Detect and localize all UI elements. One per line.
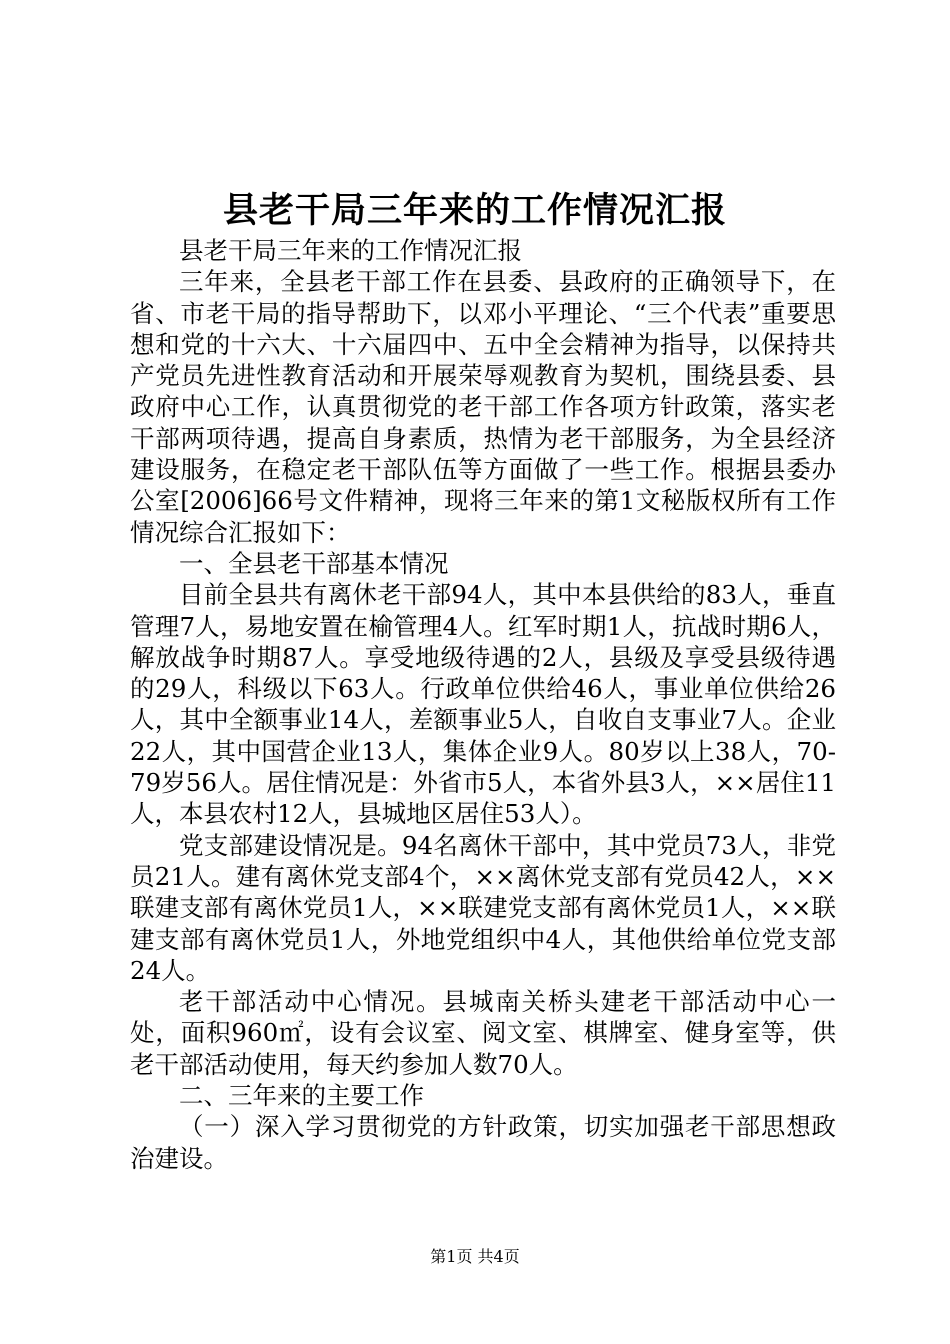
section-heading-2: 二、三年来的主要工作 <box>179 1081 424 1111</box>
section-heading-1: 一、全县老干部基本情况 <box>179 548 449 578</box>
cadre-statistics-paragraph: 目前全县共有离休老干部94人，其中本县供给的83人，垂直管理7人，易地安置在榆管理4人。红军时期1人，抗战时期6人，解放战争时期87人。享受地级待遇的2人，县级及享受县级待遇的29人，科级以下63人。行政单位供给46人，事业单位供给26人，其中全额事业14人，差额事业5人，自收自支事业7人。企业22人，其中国营企业13人，集体企业9人。80岁以上38人，70-79岁56人。居住情况是：外省市5人，本省外县3人，××居住11人，本县农村12人，县城地区居住53人）。 <box>130 580 836 829</box>
document-title: 县老干局三年来的工作情况汇报 <box>222 190 727 231</box>
activity-center-paragraph: 老干部活动中心情况。县城南关桥头建老干部活动中心一处，面积960㎡，设有会议室、阅文室、棋牌室、健身室等，供老干部活动使用，每天约参加人数70人。 <box>130 987 836 1079</box>
intro-paragraph: 三年来，全县老干部工作在县委、县政府的正确领导下，在省、市老干局的指导帮助下，以邓小平理论、“三个代表”重要思想和党的十六大、十六届四中、五中全会精神为指导，以保持共产党员先进性教育活动和开展荣辱观教育为契机，围绕县委、县政府中心工作，认真贯彻党的老干部工作各项方针政策，落实老干部两项待遇，提高自身素质，热情为老干部服务，为全县经济建设服务，在稳定老干部队伍等方面做了一些工作。根据县委办公室[2006]66号文件精神，现将三年来的第1文秘版权所有工作情况综合汇报如下： <box>130 267 836 547</box>
party-branch-paragraph: 党支部建设情况是。94名离休干部中，其中党员73人，非党员21人。建有离休党支部4个，××离休党支部有党员42人，××联建支部有离休党员1人，××联建党支部有离休党员1人，××联建支部有离休党员1人，外地党组织中4人，其他供给单位党支部24人。 <box>130 830 836 985</box>
page-footer: 第1页 共4页 <box>430 1247 520 1266</box>
document-body <box>130 235 836 1174</box>
document-subtitle-paragraph: 县老干局三年来的工作情况汇报 <box>179 236 522 265</box>
subsection-heading-1: （一）深入学习贯彻党的方针政策，切实加强老干部思想政治建设。 <box>130 1112 836 1173</box>
